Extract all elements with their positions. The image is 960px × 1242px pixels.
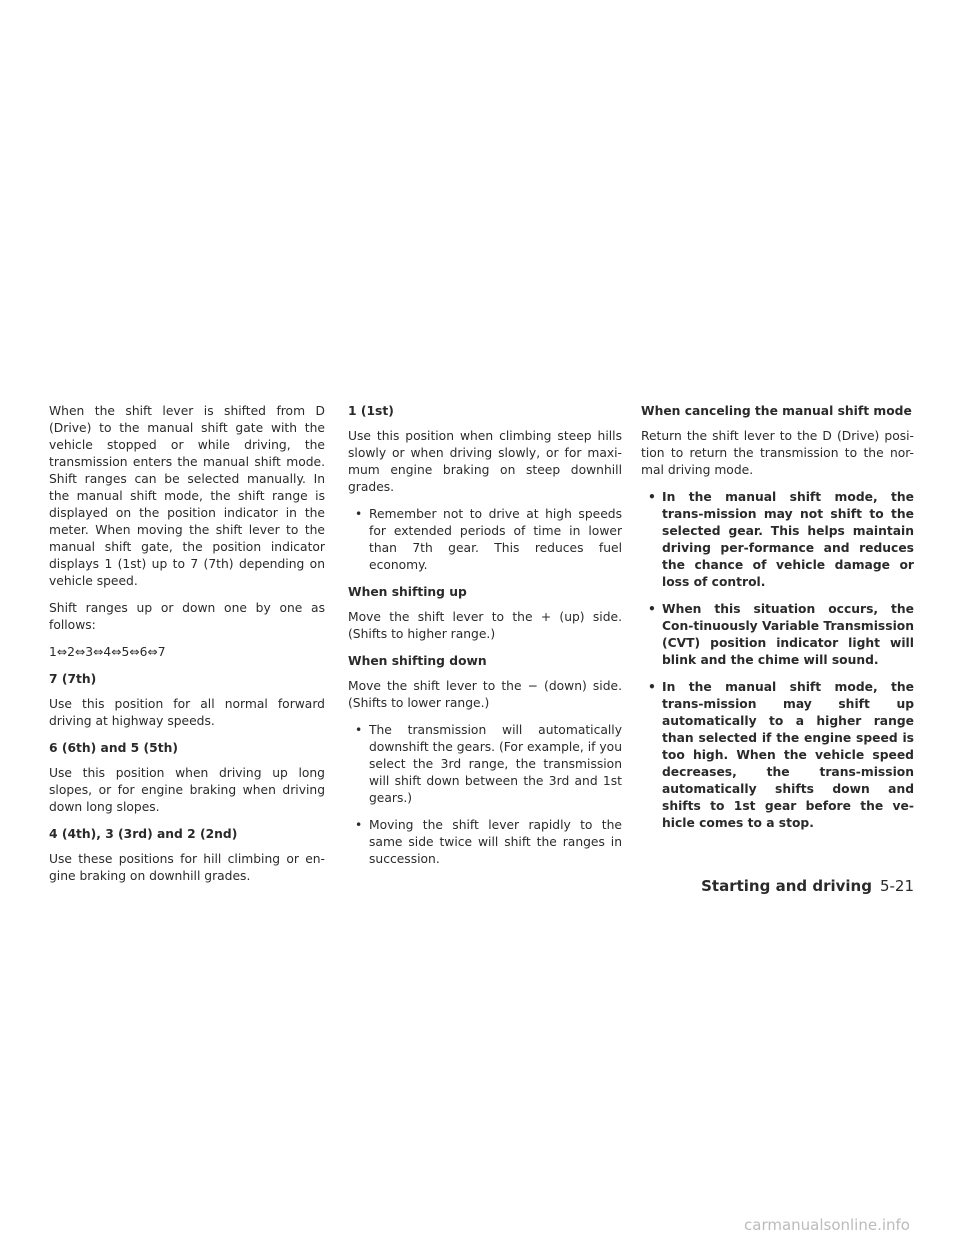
section-title: Starting and driving [701,877,872,895]
paragraph-4th-3rd-2nd: Use these positions for hill climbing or en-gine braking on downhill grades. [49,852,325,883]
heading-shifting-down: When shifting down [348,654,487,668]
ranges-intro: Shift ranges up or down one by one as follows: [49,601,325,632]
paragraph-6th-5th: Use this position when driving up long slopes, or for engine braking when driving down long slopes. [49,766,325,814]
heading-canceling: When canceling the manual shift mode [641,404,912,418]
column-middle [348,403,622,878]
bullet-dot: • [355,723,363,737]
column-left [49,403,325,895]
shift-sequence: 1⇔2⇔3⇔4⇔5⇔6⇔7 [49,645,166,659]
bullet-text: When this situation occurs, the Con-tinuously Variable Transmission (CVT) position indicator light will blink and the chime will sound. [662,602,914,667]
watermark: carmanualsonline.info [744,1216,910,1234]
bullet-dot: • [355,507,363,521]
bullet-item [641,679,914,832]
intro-paragraph: When the shift lever is shifted from D (Drive) to the manual shift gate with the vehicle stopped or while driving, the transmission enters the manual shift mode. Shift ranges can be selected manually. In the manual shift mode, the shift range is displayed on the position indicator in the meter. When moving the shift lever to the manual shift gate, the position indicator displays 1 (1st) up to 7 (7th) depending on vehicle speed. [49,404,325,588]
bullet-dot: • [648,602,656,616]
page-footer [0,877,914,895]
bullet-text: In the manual shift mode, the trans-mission may shift up automatically to a higher range than selected if the engine speed is too high. When the vehicle speed decreases, the trans-mission automatically shifts down and shifts to 1st gear before the ve-hicle comes to a stop. [662,680,914,830]
bullet-dot: • [648,680,656,694]
paragraph-shifting-down: Move the shift lever to the − (down) side. (Shifts to lower range.) [348,679,622,710]
page-number: 5-21 [879,877,914,895]
heading-shifting-up: When shifting up [348,585,467,599]
bullet-item [641,489,914,591]
column-right [641,403,914,842]
bullet-text: Moving the shift lever rapidly to the same side twice will shift the ranges in succession. [369,818,622,866]
bullet-text: Remember not to drive at high speeds for extended periods of time in lower than 7th gear. This reduces fuel economy. [369,507,622,572]
bullet-item [348,817,622,868]
bullet-dot: • [648,490,656,504]
bullet-text: In the manual shift mode, the trans-mission may not shift to the selected gear. This helps maintain driving per-formance and reduces the chance of vehicle damage or loss of control. [662,490,914,589]
paragraph-1st: Use this position when climbing steep hills slowly or when driving slowly, or for maxi-mum engine braking on steep downhill grades. [348,429,622,494]
paragraph-7th: Use this position for all normal forward driving at highway speeds. [49,697,325,728]
bullet-item [348,506,622,574]
bullet-text: The transmission will automatically downshift the gears. (For example, if you select the 3rd range, the transmission will shift down between the 3rd and 1st gears.) [369,723,622,805]
bullet-item [348,722,622,807]
heading-4th-3rd-2nd: 4 (4th), 3 (3rd) and 2 (2nd) [49,827,238,841]
bullet-item [641,601,914,669]
heading-7th: 7 (7th) [49,672,97,686]
heading-6th-5th: 6 (6th) and 5 (5th) [49,741,178,755]
paragraph-canceling: Return the shift lever to the D (Drive) posi-tion to return the transmission to the nor-mal driving mode. [641,429,914,477]
heading-1st: 1 (1st) [348,404,394,418]
bullet-dot: • [355,818,363,832]
paragraph-shifting-up: Move the shift lever to the + (up) side. (Shifts to higher range.) [348,610,622,641]
